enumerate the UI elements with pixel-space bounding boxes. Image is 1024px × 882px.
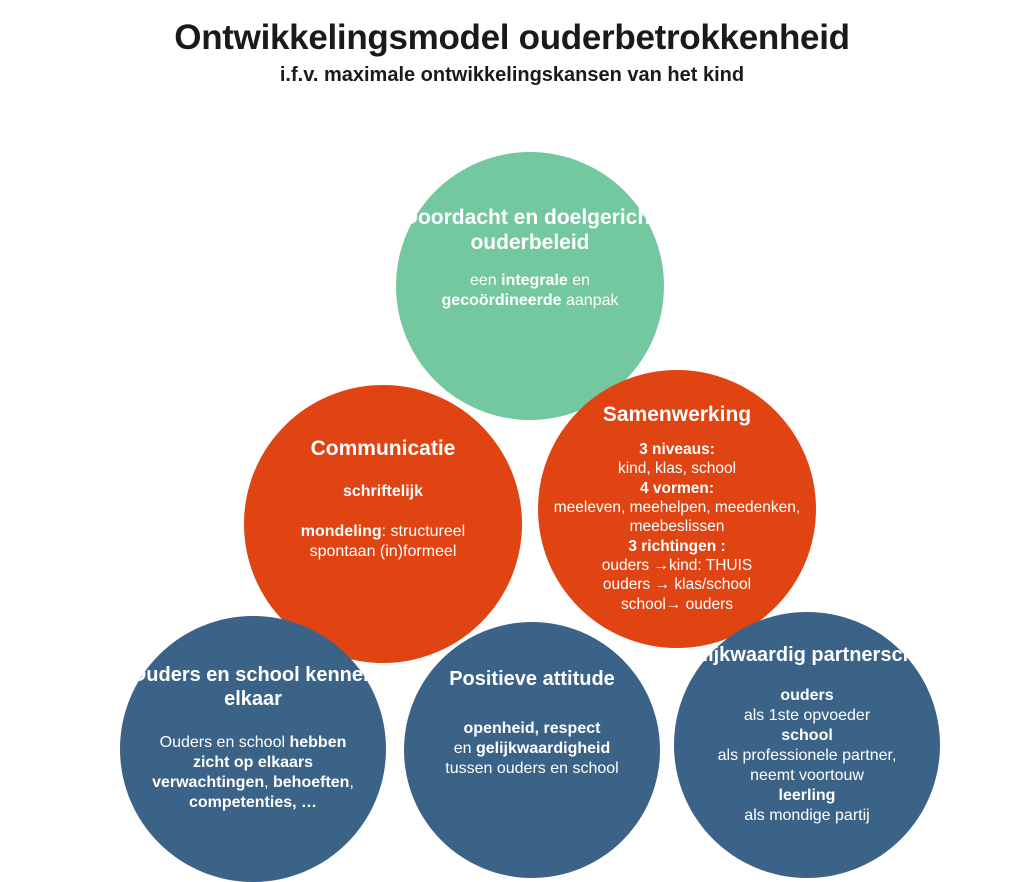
node-gelijkwaardig-partnerschap — [674, 612, 940, 878]
node-communicatie-heading: Communicatie — [310, 437, 456, 460]
node-positieve-attitude-heading: Positieve attitude — [449, 668, 615, 690]
node-samenwerking-heading: Samenwerking — [602, 403, 752, 426]
node-gelijkwaardig-partnerschap-heading: Gelijkwaardig partnerschap — [675, 644, 939, 666]
page-subtitle: i.f.v. maximale ontwikkelingskansen van het kind — [279, 64, 745, 86]
node-ouders-en-school-kennen-elkaar-heading: Ouders en school kennen elkaar — [130, 664, 376, 710]
node-ouderbeleid-heading: Doordacht en doelgericht ouderbeleid — [402, 206, 658, 254]
node-communicatie-body: schriftelijk mondeling: structureel spontaan (in)formeel — [300, 482, 466, 560]
page-title: Ontwikkelingsmodel ouderbetrokkenheid — [174, 18, 850, 57]
node-positieve-attitude — [404, 622, 660, 878]
node-samenwerking — [538, 370, 816, 648]
node-ouders-en-school-kennen-elkaar-body: Ouders en school hebben zicht op elkaars verwachtingen, behoeften, competenties, … — [152, 734, 354, 812]
node-gelijkwaardig-partnerschap-body: ouders als 1ste opvoeder school als professionele partner, neemt voortouw leerling als mondige partij — [717, 686, 897, 824]
node-ouders-en-school-kennen-elkaar — [120, 616, 386, 882]
node-samenwerking-body: 3 niveaus: kind, klas, school 4 vormen: meeleven, meehelpen, meedenken, meebeslissen 3 richtingen : ouders →kind: THUIS ouders → klas/school school→ ouders — [553, 440, 801, 613]
node-ouderbeleid-body: een integrale en gecoördineerde aanpak — [441, 271, 619, 309]
node-positieve-attitude-body: openheid, respect en gelijkwaardigheid tussen ouders en school — [445, 719, 619, 777]
